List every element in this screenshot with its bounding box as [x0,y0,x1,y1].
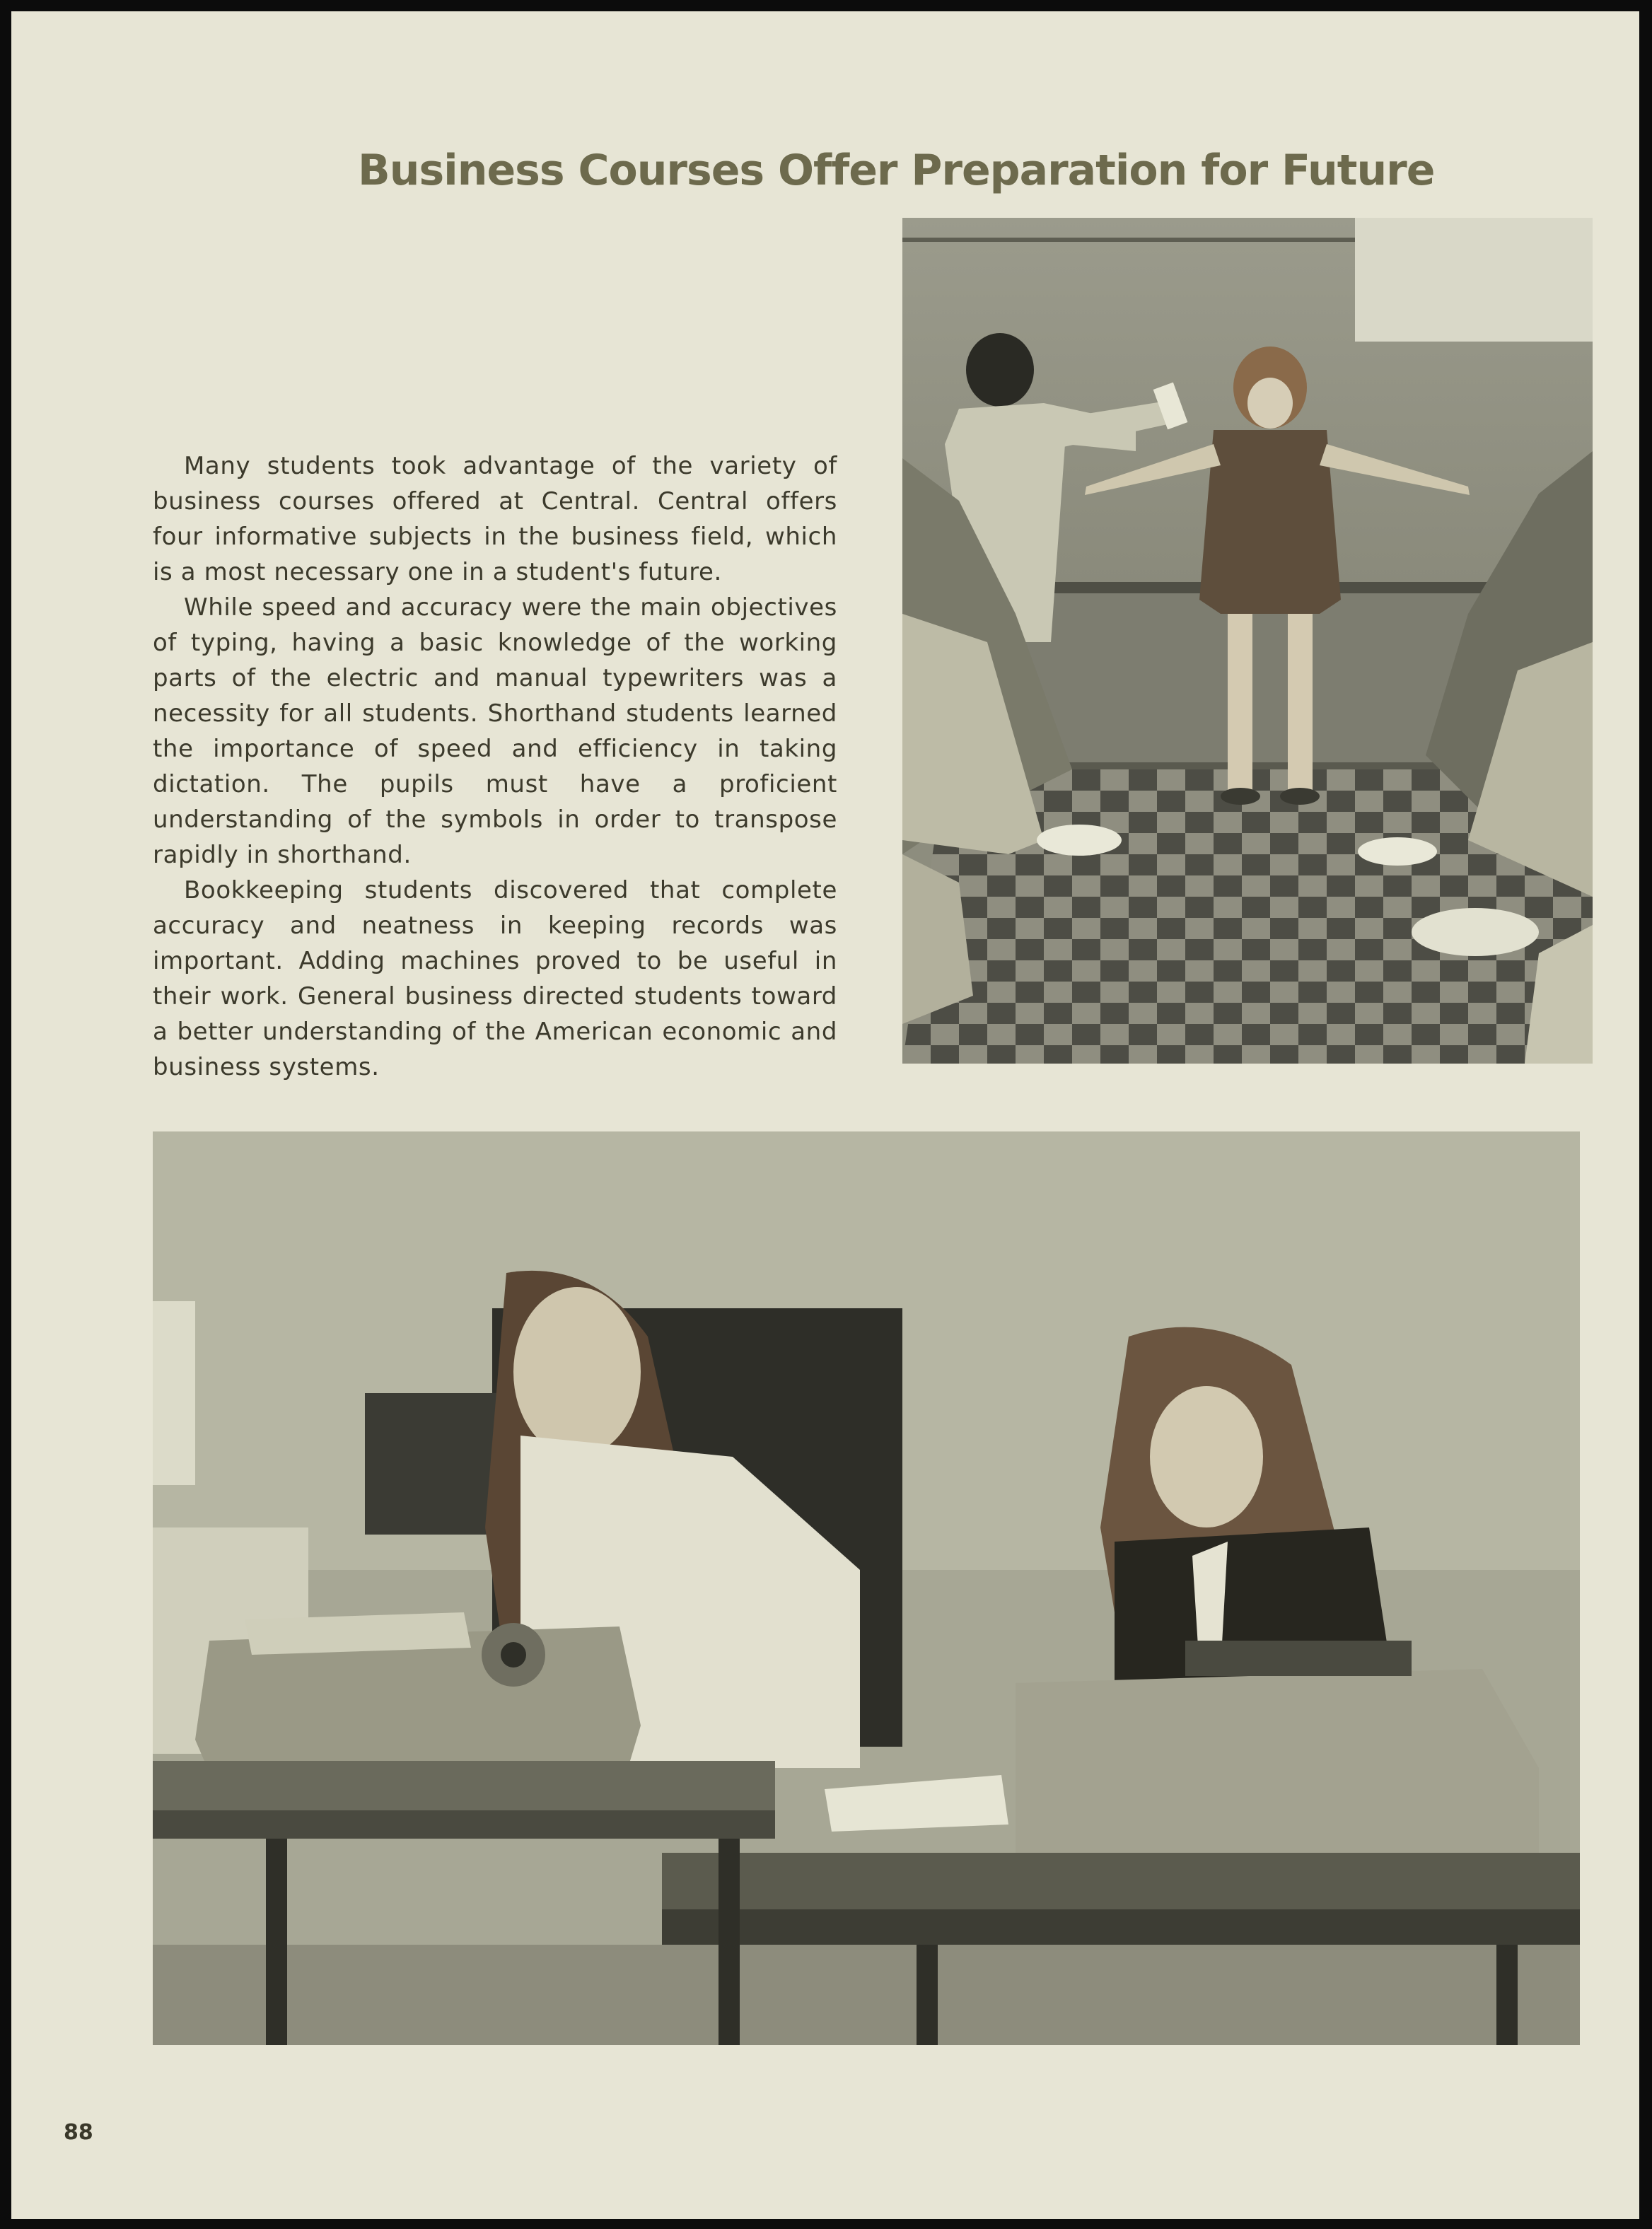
page-title: Business Courses Offer Preparation for Future [358,146,1435,195]
paragraph-3: Bookkeeping students discovered that complete accuracy and neatness in keeping records was important. Adding machines proved to be useful in their work. General business directed students toward a better understanding of the American economic and business systems. [153,876,837,1081]
paragraph-1: Many students took advantage of the variety of business courses offered at Central. Central offers four informative subjects in the business field, which is a most necessary one in a student's future. [153,452,837,586]
article-body [153,448,837,1085]
typing-class-photo [153,1131,1580,2045]
yearbook-page [11,11,1639,2219]
typing-class-illustration [153,1131,1580,2045]
classroom-demonstration-photo [902,218,1593,1064]
classroom-demonstration-illustration [902,218,1593,1064]
page-number: 88 [64,2120,93,2145]
paragraph-2: While speed and accuracy were the main objectives of typing, having a basic knowledge of the working parts of the electric and manual typewriters was a necessity for all students. Shorthand students learned the importance of speed and efficiency in taking dictation. The pupils must have a proficient understanding of the symbols in order to transpose rapidly in shorthand. [153,593,837,869]
